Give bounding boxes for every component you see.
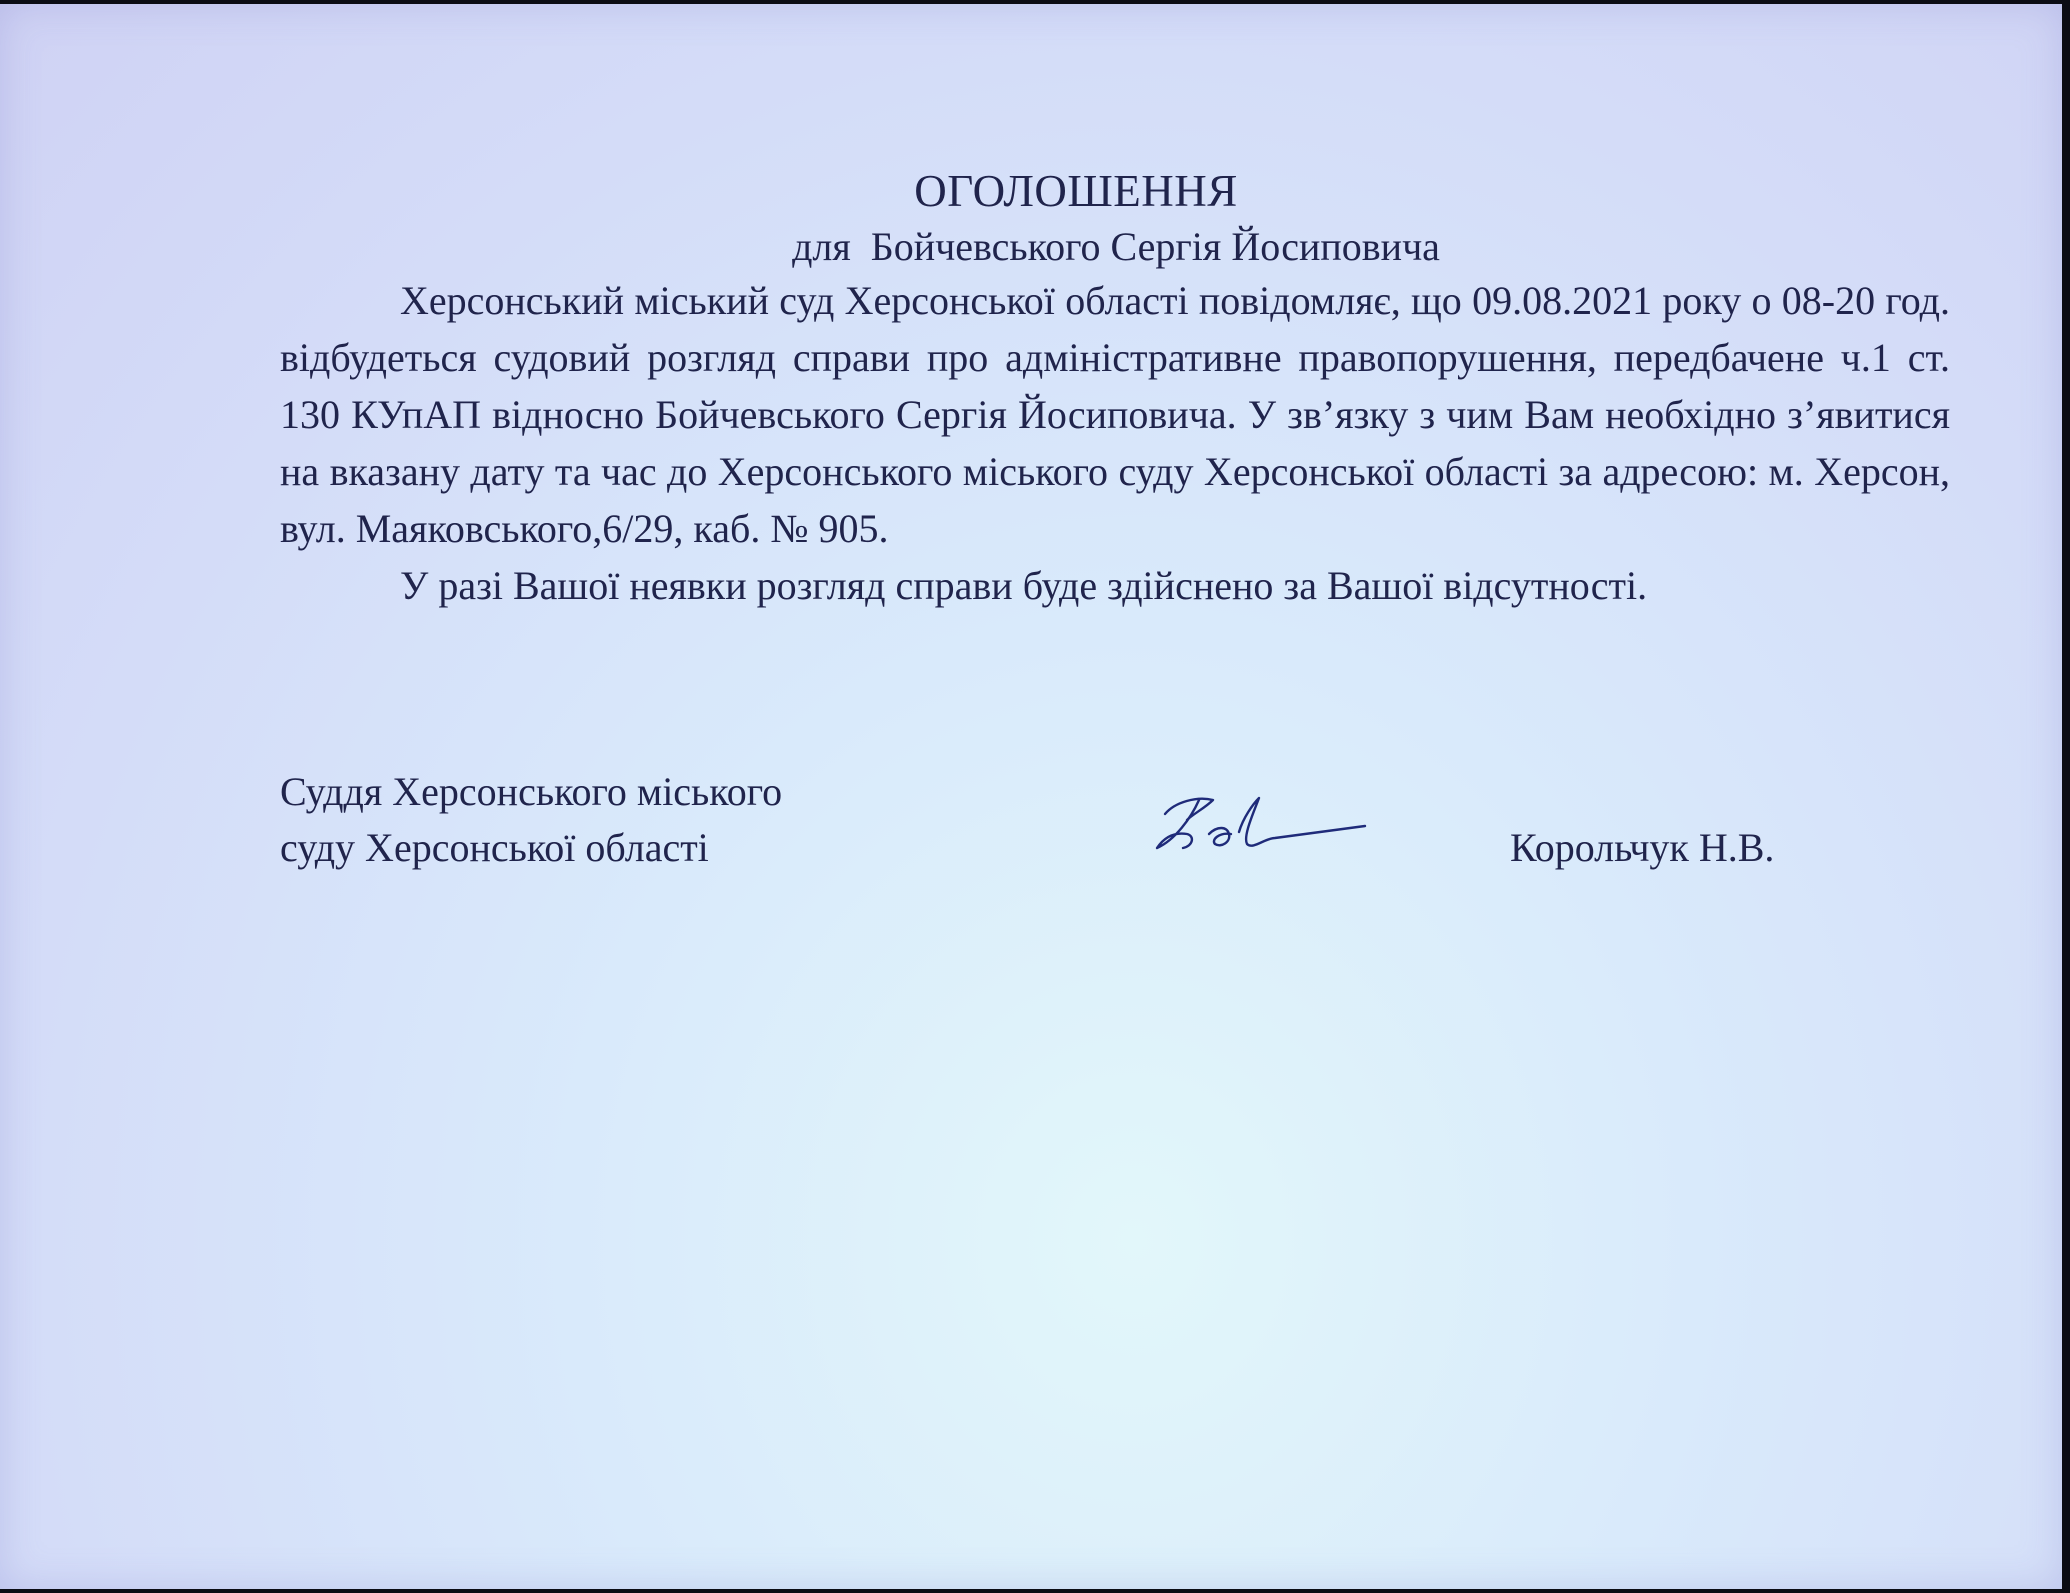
- notice-paragraph: Херсонський міський суд Херсонської області повідомляє, що 09.08.2021 року о 08-20 год. відбудеться судовий розгляд справи про адміністративне правопорушення, передбачене ч.1 ст. 130 КУпАП відносно Бойчевського Сергія Йосиповича. У зв’язку з чим Вам необхідно з’явитися на вказану дату та час до Херсонського міського суду Херсонської області за адресою: м. Херсон, вул. Маяковського,6/29, каб. № 905.: [280, 278, 1950, 551]
- signatory-position-line-1: Суддя Херсонського міського: [280, 769, 783, 814]
- signatory-name: Корольчук Н.В.: [1510, 825, 1775, 870]
- handwritten-signature-icon: [1135, 774, 1375, 884]
- document-page: [0, 4, 2062, 1589]
- absence-paragraph: У разі Вашої неявки розгляд справи буде здійснено за Вашої відсутності.: [400, 563, 1648, 608]
- document-body: [280, 272, 1950, 614]
- signatory-position-line-2: суду Херсонської області: [280, 825, 709, 870]
- document-subtitle: для Бойчевського Сергія Йосиповича: [792, 224, 1440, 269]
- signatory-position: [280, 764, 782, 876]
- document-title: ОГОЛОШЕННЯ: [914, 166, 1238, 216]
